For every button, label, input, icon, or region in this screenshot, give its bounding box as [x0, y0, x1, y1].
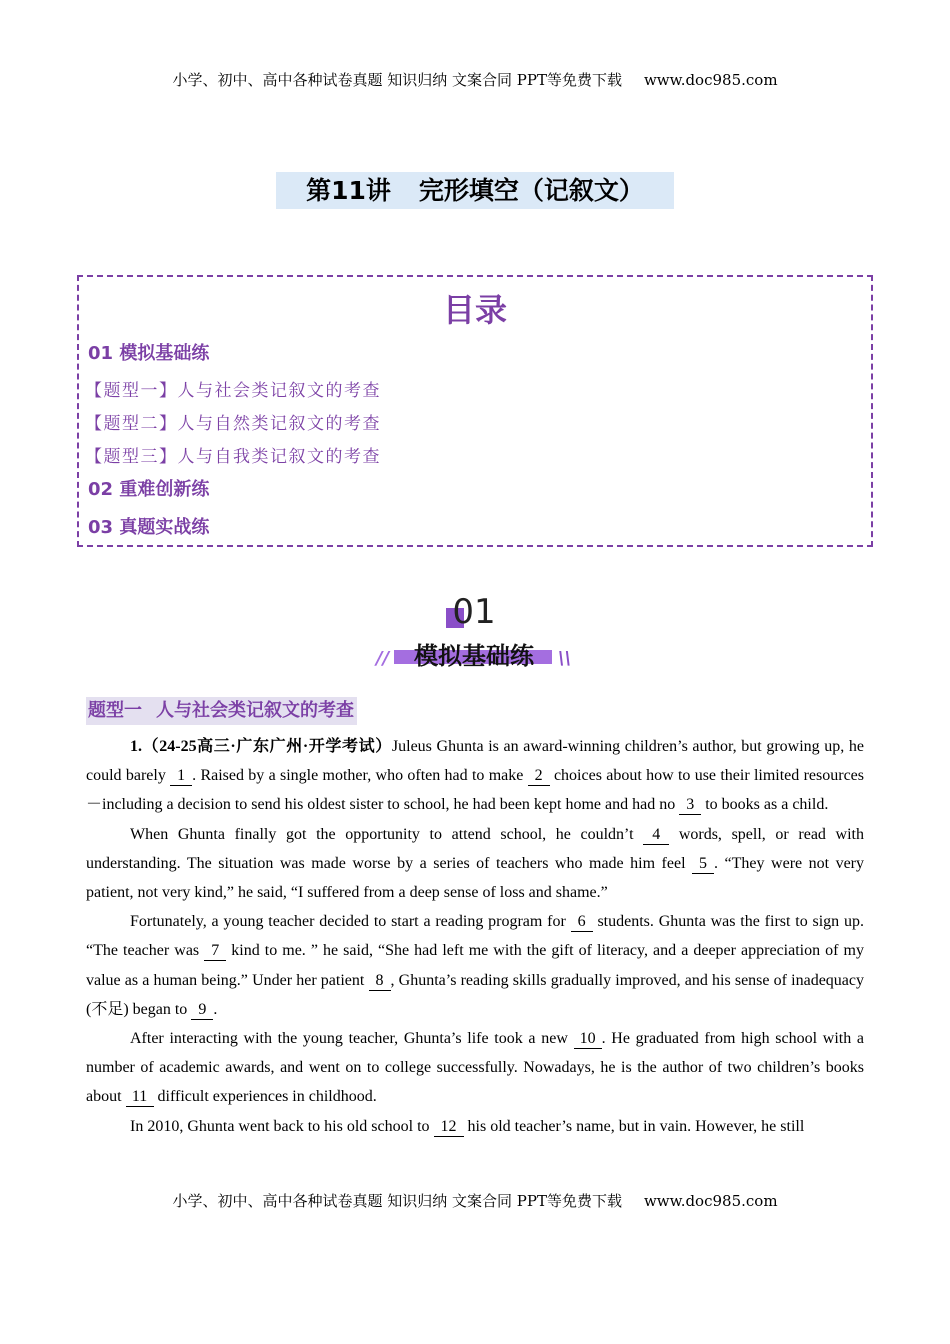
- title-topic: 完形填空（记叙文）: [418, 176, 644, 205]
- toc-item-type3[interactable]: 【题型三】人与自我类记叙文的考查: [85, 447, 381, 467]
- paragraph-3: Fortunately, a young teacher decided to start a reading program for 6 students. Ghunta was the first to sign up. “The teacher was 7 kind to me. ” he said, “She had left me with the gift of literacy, and a deeper appreciation of my value as a human being.” Under her patient 8 , Ghunta’s reading skills gradually improved, and his sense of inadequacy (不足) began to 9 .: [86, 913, 865, 1018]
- table-of-contents: [77, 275, 873, 547]
- paragraph-1: 1.（24-25高三·广东广州·开学考试）Juleus Ghunta is an award-winning children’s author, but growing up, he could barely 1 . Raised by a single mother, who often had to make 2 choices about how to use their limited resources－including a decision to send his oldest sister to school, he had been kept home and had no 3 to books as a child.: [86, 738, 864, 814]
- paragraph-4: After interacting with the young teacher, Ghunta’s life took a new 10 . He graduated from high school with a number of academic awards, and went on to college successfully. Nowadays, he is the author of two children’s books about 11 difficult experiences in childhood.: [86, 1030, 864, 1106]
- paragraph-5: In 2010, Ghunta went back to his old school to 12 his old teacher’s name, but in vain. However, he still: [130, 1117, 805, 1135]
- question-number: 1.: [130, 738, 142, 755]
- paragraph-2: When Ghunta finally got the opportunity to attend school, he couldn’t 4 words, spell, or read with understanding. The situation was made worse by a series of teachers who made him feel 5 . “They were not very patient, not very kind,” he said, “I suffered from a deep sense of loss and shame.”: [86, 825, 865, 902]
- blank-3[interactable]: 3: [679, 796, 701, 815]
- section-badge: [376, 594, 572, 674]
- toc-item-02[interactable]: 02 重难创新练: [88, 479, 210, 500]
- blank-5[interactable]: 5: [692, 855, 714, 874]
- header-text: 小学、初中、高中各种试卷真题 知识归纳 文案合同 PPT等免费下载: [172, 71, 622, 89]
- page-header: [0, 69, 950, 90]
- blank-12[interactable]: 12: [434, 1118, 464, 1137]
- blank-1[interactable]: 1: [170, 767, 192, 786]
- blank-4[interactable]: 4: [643, 826, 669, 845]
- blank-7[interactable]: 7: [204, 942, 226, 961]
- section-label: 模拟基础练: [414, 642, 534, 670]
- page-title: [276, 172, 674, 209]
- question-source: （24-25高三·广东广州·开学考试）: [142, 738, 392, 755]
- type-heading-topic: 人与社会类记叙文的考查: [156, 700, 354, 721]
- slash-right-decor: \\: [558, 648, 572, 669]
- blank-6[interactable]: 6: [571, 913, 593, 932]
- footer-site[interactable]: www.doc985.com: [643, 1192, 778, 1210]
- header-site[interactable]: www.doc985.com: [643, 71, 778, 89]
- toc-item-type1[interactable]: 【题型一】人与社会类记叙文的考查: [85, 381, 381, 401]
- toc-item-03[interactable]: 03 真题实战练: [88, 517, 210, 538]
- blank-11[interactable]: 11: [126, 1088, 154, 1107]
- blank-2[interactable]: 2: [528, 767, 550, 786]
- page-footer: [0, 1190, 950, 1211]
- section-number: 01: [452, 592, 496, 632]
- toc-item-type2[interactable]: 【题型二】人与自然类记叙文的考查: [85, 414, 381, 434]
- slash-left-decor: //: [376, 648, 390, 669]
- title-lecture: 第11讲: [306, 176, 391, 205]
- blank-9[interactable]: 9: [191, 1001, 213, 1020]
- blank-10[interactable]: 10: [574, 1030, 602, 1049]
- blank-8[interactable]: 8: [369, 972, 391, 991]
- type-heading: [86, 697, 357, 725]
- passage: [86, 732, 864, 1141]
- footer-text: 小学、初中、高中各种试卷真题 知识归纳 文案合同 PPT等免费下载: [172, 1192, 622, 1210]
- toc-heading: 目录: [442, 291, 507, 329]
- type-heading-label: 题型一: [88, 700, 142, 721]
- toc-item-01[interactable]: 01 模拟基础练: [88, 343, 210, 364]
